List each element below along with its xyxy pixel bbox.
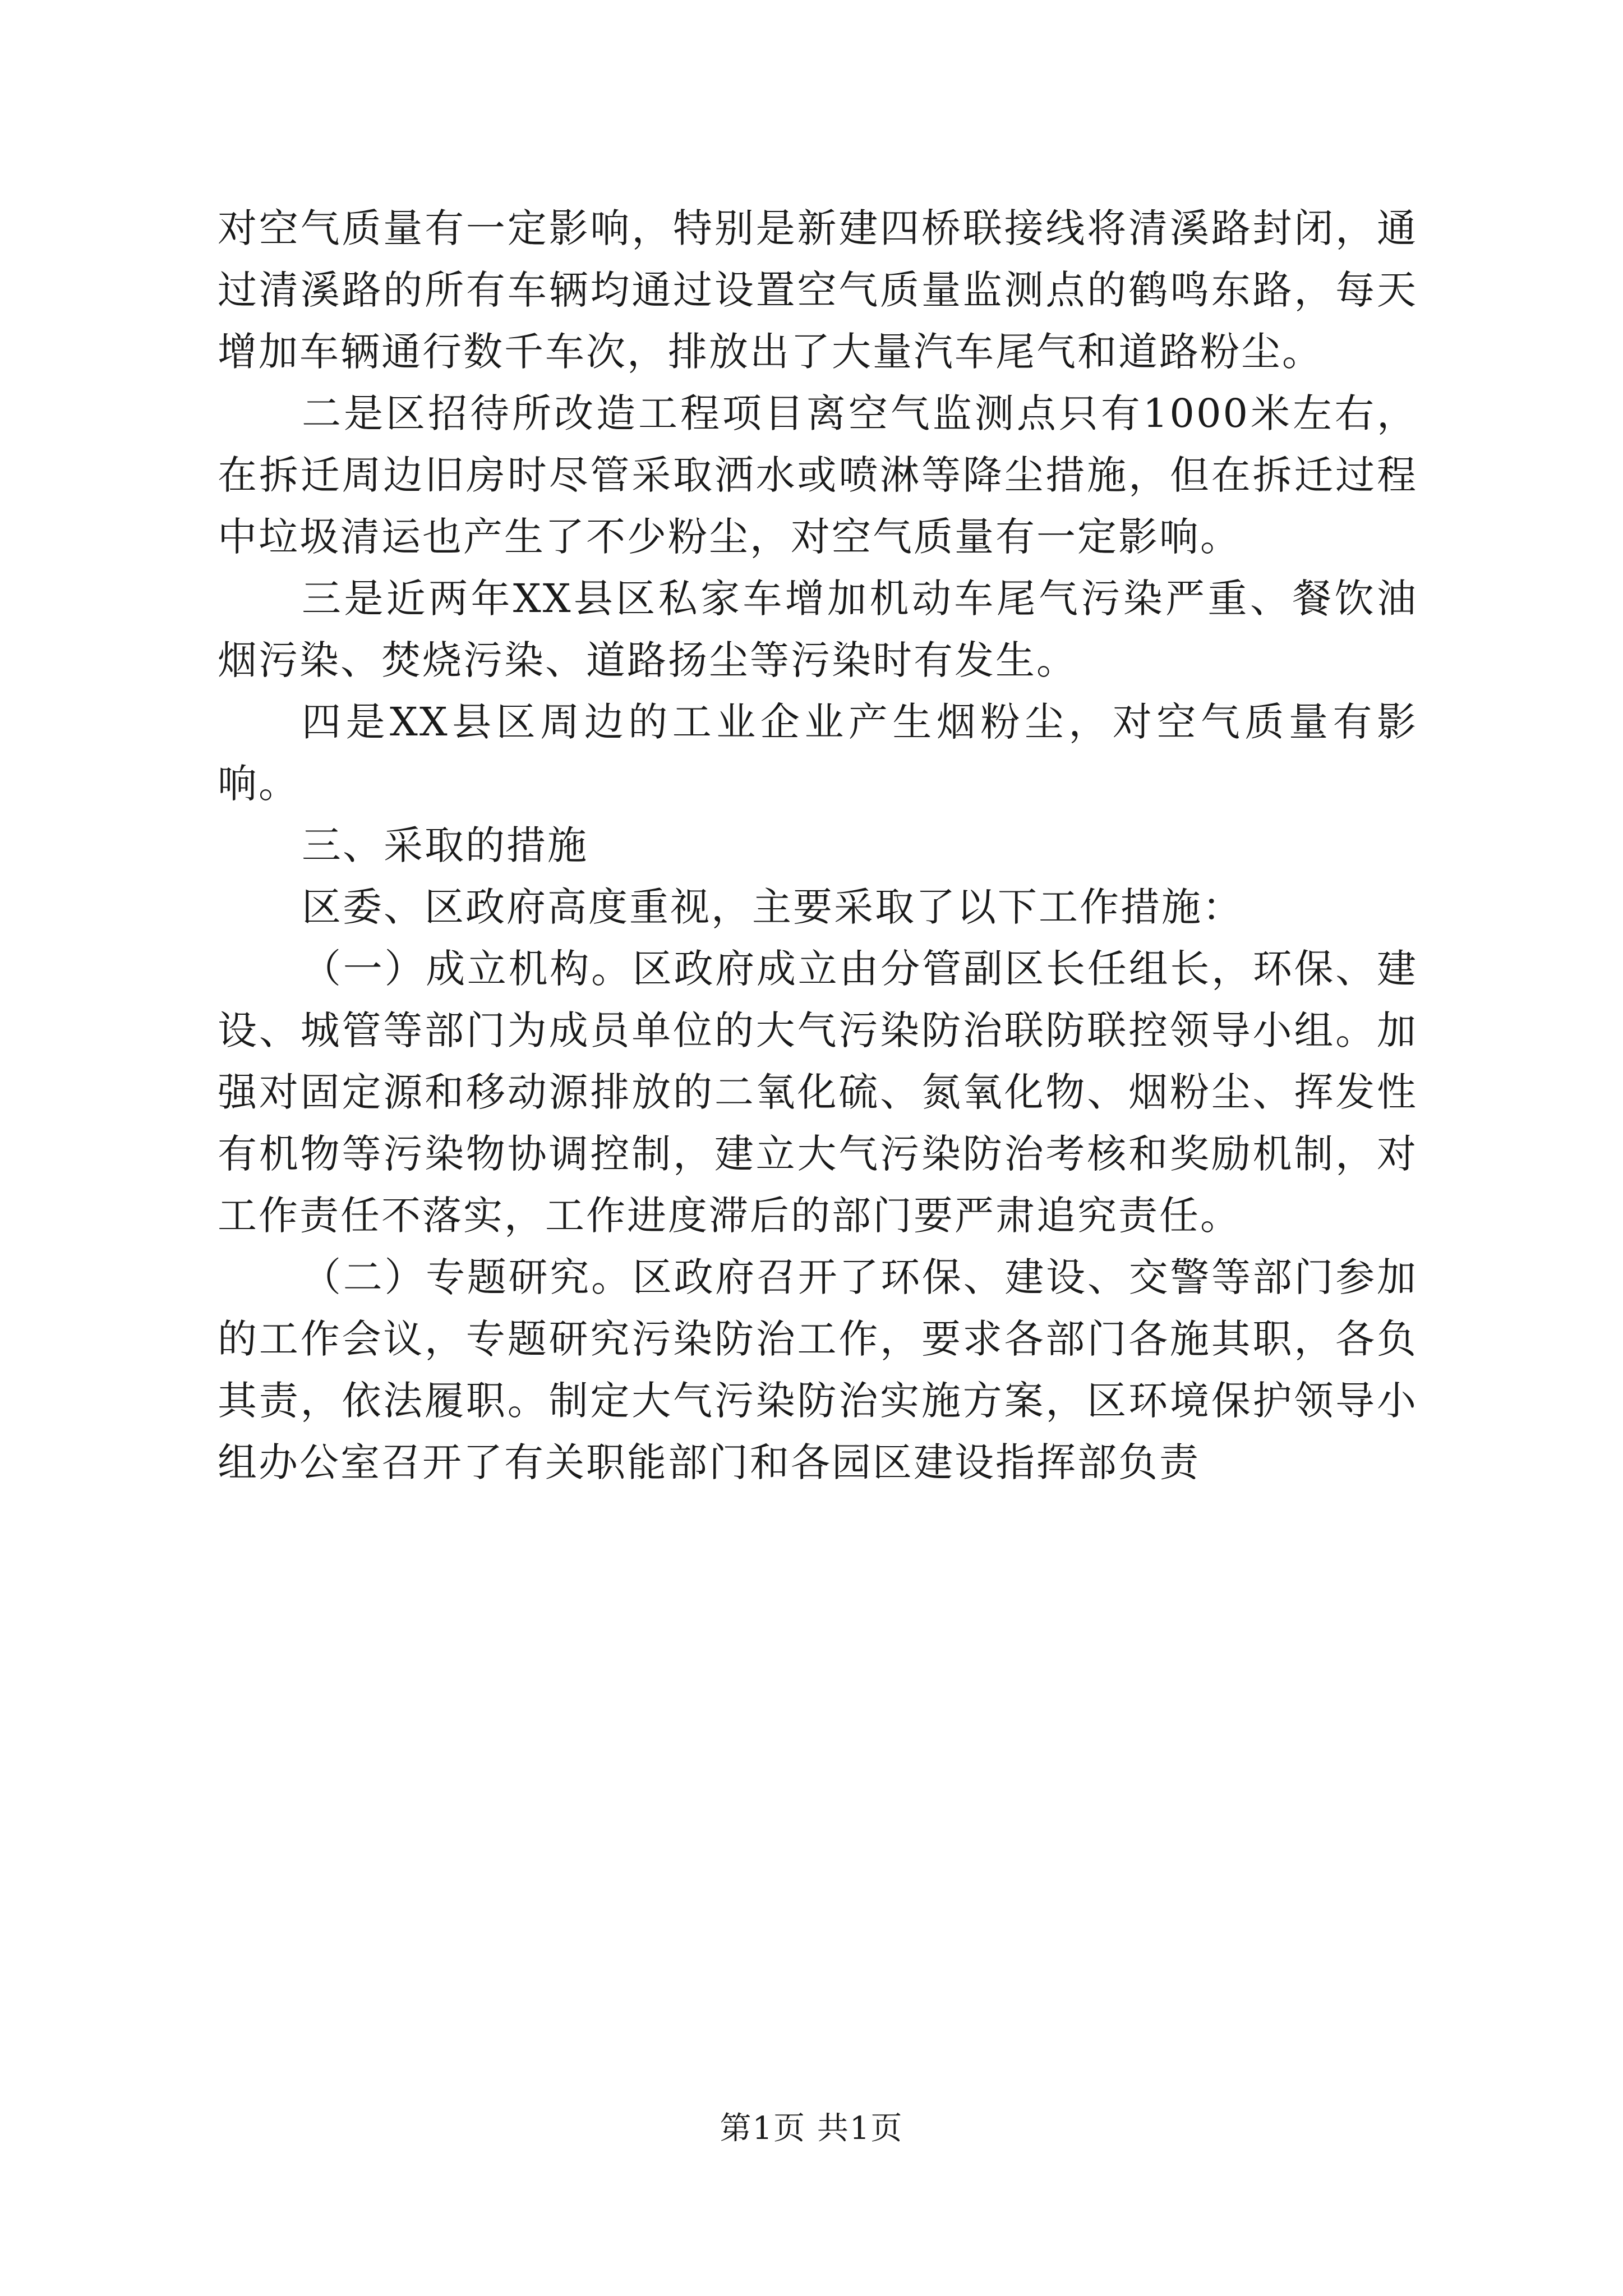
- paragraph-8: （二）专题研究。区政府召开了环保、建设、交警等部门参加的工作会议，专题研究污染防治工作，要求各部门各施其职，各负其责，依法履职。制定大气污染防治实施方案，区环境保护领导小组办公室召开了有关职能部门和各园区建设指挥部负责: [218, 1254, 1418, 1485]
- paragraph-1: 对空气质量有一定影响，特别是新建四桥联接线将清溪路封闭，通过清溪路的所有车辆均通过设置空气质量监测点的鹤鸣东路，每天增加车辆通行数千车次，排放出了大量汽车尾气和道路粉尘。: [218, 205, 1418, 375]
- paragraph-3: 三是近两年XX县区私家车增加机动车尾气污染严重、餐饮油烟污染、焚烧污染、道路扬尘等污染时有发生。: [218, 576, 1418, 683]
- section-heading: 三、采取的措施: [302, 822, 588, 868]
- paragraph-4: 四是XX县区周边的工业企业产生烟粉尘，对空气质量有影响。: [218, 699, 1418, 807]
- paragraph-7: （一）成立机构。区政府成立由分管副区长任组长，环保、建设、城管等部门为成员单位的大气污染防治联防联控领导小组。加强对固定源和移动源排放的二氧化硫、氮氧化物、烟粉尘、挥发性有机物等污染物协调控制，建立大气污染防治考核和奖励机制，对工作责任不落实，工作进度滞后的部门要严肃追究责任。: [218, 946, 1418, 1239]
- paragraph-6: 区委、区政府高度重视，主要采取了以下工作措施：: [302, 884, 1243, 930]
- document-body: [218, 197, 1418, 1493]
- page-footer: 第1页 共1页: [720, 2110, 903, 2147]
- paragraph-2: 二是区招待所改造工程项目离空气监测点只有1000米左右，在拆迁周边旧房时尽管采取洒水或喷淋等降尘措施，但在拆迁过程中垃圾清运也产生了不少粉尘，对空气质量有一定影响。: [218, 390, 1418, 560]
